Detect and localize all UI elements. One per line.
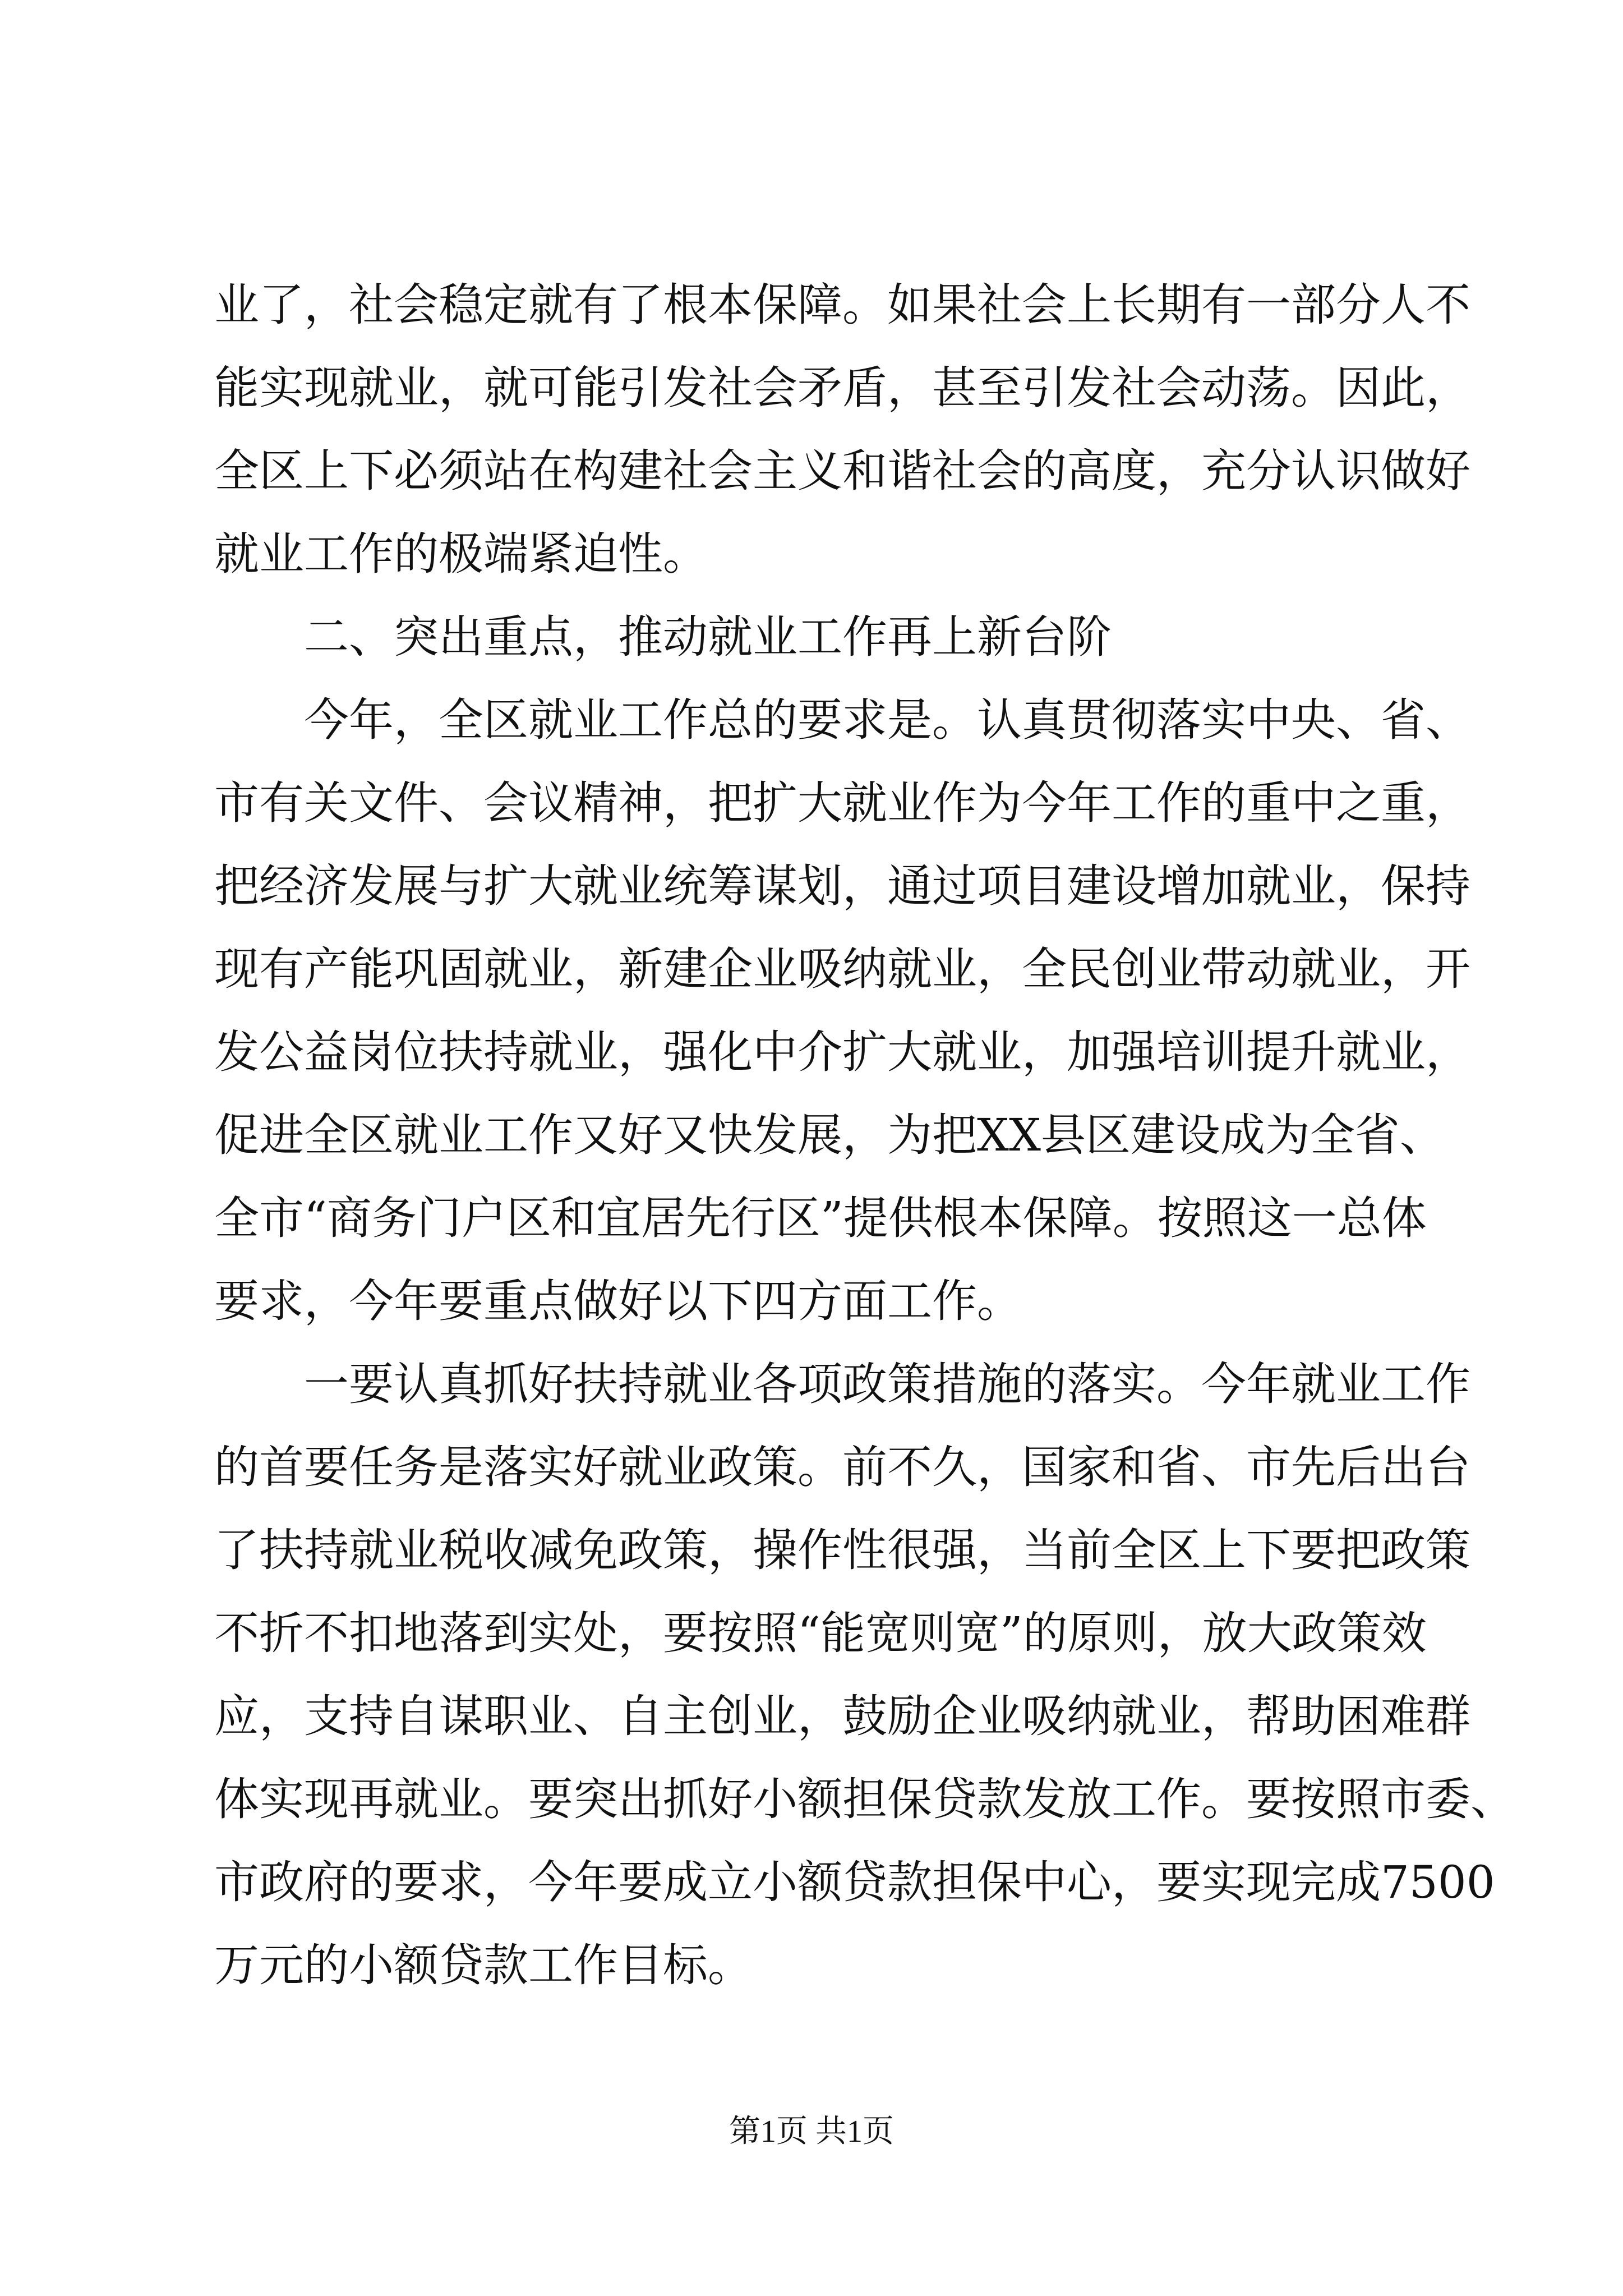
body-line: 促进全区就业工作又好又快发展，为把XX县区建设成为全省、 [214, 1109, 1445, 1161]
body-line: 全市“商务门户区和宜居先行区”提供根本保障。按照这一总体 [214, 1192, 1427, 1244]
body-line: 要求，今年要重点做好以下四方面工作。 [214, 1275, 1022, 1327]
body-line: 现有产能巩固就业，新建企业吸纳就业，全民创业带动就业，开 [214, 943, 1470, 995]
section-heading: 二、突出重点，推动就业工作再上新台阶 [304, 611, 1112, 663]
body-line: 市政府的要求，今年要成立小额贷款担保中心，要实现完成7500 [214, 1856, 1495, 1908]
body-line: 把经济发展与扩大就业统筹谋划，通过项目建设增加就业，保持 [214, 860, 1470, 912]
body-line: 今年，全区就业工作总的要求是。认真贯彻落实中央、省、 [304, 694, 1470, 746]
body-line: 不折不扣地落到实处，要按照“能宽则宽”的原则，放大政策效 [214, 1607, 1427, 1659]
body-line: 市有关文件、会议精神，把扩大就业作为今年工作的重中之重， [214, 777, 1470, 829]
page-footer: 第1页 共1页 [729, 2114, 894, 2149]
body-line: 业了，社会稳定就有了根本保障。如果社会上长期有一部分人不 [214, 279, 1470, 331]
body-line: 发公益岗位扶持就业，强化中介扩大就业，加强培训提升就业， [214, 1026, 1470, 1078]
body-line: 就业工作的极端紧迫性。 [214, 528, 708, 580]
body-line: 了扶持就业税收减免政策，操作性很强，当前全区上下要把政策 [214, 1524, 1470, 1576]
document-body [214, 264, 1515, 2007]
body-line: 万元的小额贷款工作目标。 [214, 1939, 753, 1991]
body-line: 一要认真抓好扶持就业各项政策措施的落实。今年就业工作 [304, 1358, 1470, 1410]
body-line: 体实现再就业。要突出抓好小额担保贷款发放工作。要按照市委、 [214, 1773, 1515, 1825]
body-line: 应，支持自谋职业、自主创业，鼓励企业吸纳就业，帮助困难群 [214, 1690, 1470, 1742]
body-line: 全区上下必须站在构建社会主义和谐社会的高度，充分认识做好 [214, 445, 1470, 497]
body-line: 的首要任务是落实好就业政策。前不久，国家和省、市先后出台 [214, 1441, 1470, 1493]
body-line: 能实现就业，就可能引发社会矛盾，甚至引发社会动荡。因此， [214, 362, 1470, 414]
